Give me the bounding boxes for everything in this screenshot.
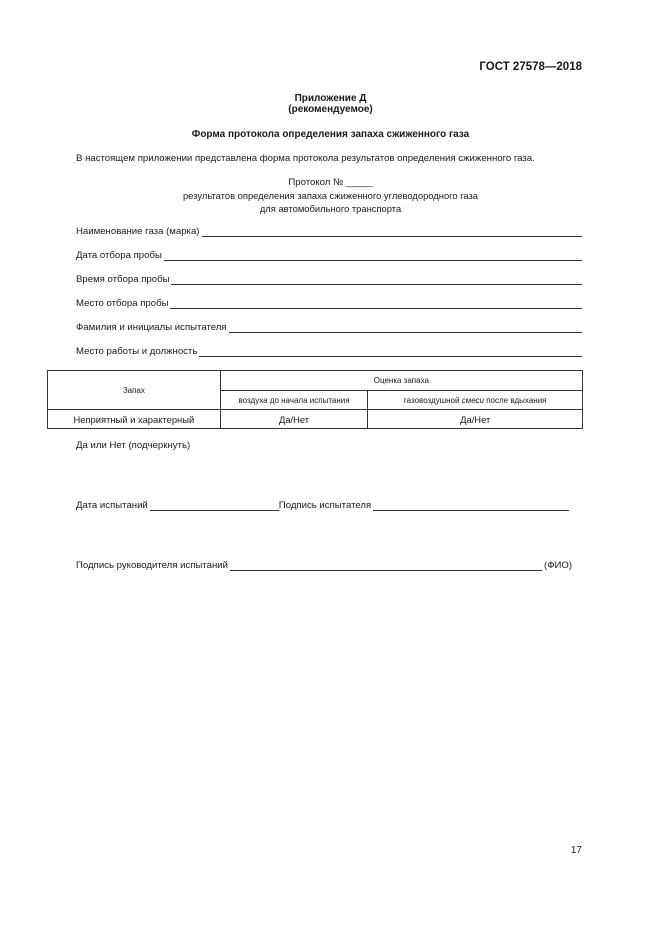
head-sign-label: Подпись руководителя испытаний: [76, 560, 229, 571]
odor-evaluation-table: [47, 370, 583, 429]
tester-sign-label: Подпись испытателя: [278, 500, 372, 511]
field-label: Место отбора пробы: [76, 298, 169, 309]
page-number: 17: [570, 845, 582, 856]
underline-note: Да или Нет (подчеркнуть): [76, 440, 191, 451]
fio-label: (ФИО): [544, 560, 573, 571]
field-sample-time: [76, 274, 582, 285]
head-signature-row: [76, 560, 572, 571]
field-label: Фамилия и инициалы испытателя: [76, 322, 227, 333]
field-gas-name: [76, 226, 582, 237]
fill-line[interactable]: [171, 274, 582, 285]
field-workplace: [76, 346, 582, 357]
field-sample-date: [76, 250, 582, 261]
protocol-subtitle-2: для автомобильного транспорта: [259, 203, 402, 214]
protocol-number: Протокол № _____: [288, 177, 373, 188]
header-evaluation: Оценка запаха: [220, 371, 582, 391]
tester-sign-line[interactable]: [373, 500, 569, 511]
header-air-before: воздуха до начала испытания: [220, 391, 368, 410]
document-code: ГОСТ 27578—2018: [479, 61, 582, 73]
header-odor: Запах: [48, 371, 221, 410]
field-sample-place: [76, 298, 582, 309]
signature-row: [76, 500, 569, 511]
test-date-label: Дата испытаний: [76, 500, 148, 511]
fill-line[interactable]: [170, 298, 582, 309]
protocol-subtitle: результатов определения запаха сжиженного углеводородного газа: [182, 190, 479, 201]
intro-paragraph: В настоящем приложении представлена форма протокола результатов определения сжиженного газа.: [76, 153, 535, 164]
head-sign-line[interactable]: [230, 560, 542, 571]
cell-odor: Неприятный и характерный: [48, 410, 221, 429]
fill-line[interactable]: [164, 250, 582, 261]
header-mix-after: газовоздушной смеси после вдыхания: [368, 391, 583, 410]
fill-line[interactable]: [199, 346, 582, 357]
field-label: Время отбора пробы: [76, 274, 170, 285]
field-label: Наименование газа (марка): [76, 226, 200, 237]
field-tester-name: [76, 322, 582, 333]
cell-after[interactable]: Да/Нет: [368, 410, 583, 429]
fill-line[interactable]: [202, 226, 583, 237]
form-title: Форма протокола определения запаха сжиженного газа: [191, 129, 470, 140]
fill-line[interactable]: [229, 322, 582, 333]
field-label: Дата отбора пробы: [76, 250, 162, 261]
test-date-line[interactable]: [150, 500, 279, 511]
appendix-subtitle: (рекомендуемое): [288, 104, 373, 115]
cell-before[interactable]: Да/Нет: [220, 410, 368, 429]
appendix-title: Приложение Д: [294, 93, 367, 104]
table-row: [48, 410, 583, 429]
field-label: Место работы и должность: [76, 346, 198, 357]
